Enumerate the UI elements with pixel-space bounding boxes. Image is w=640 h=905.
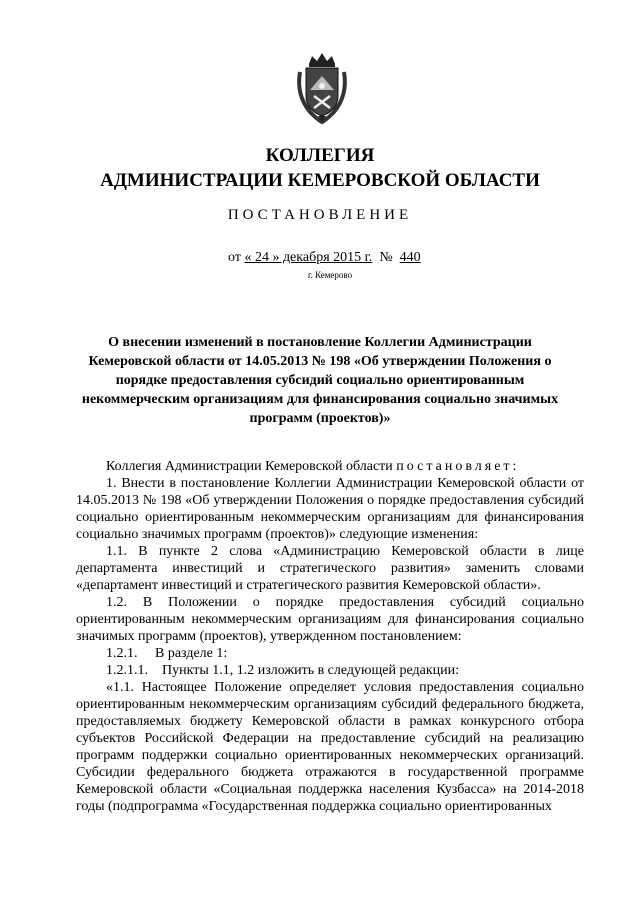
quoted-paragraph: «1.1. Настоящее Положение определяет условия предоставления социально ориентированным некоммерческим организациям субсидий федерального бюджета, предоставляемых бюджету Кемеровской области в рамках конкурсного отбора субъектов Российской Федерации на предоставление субсидий на реализацию программ поддержки социально ориентированных некоммерческих организаций. Субсидии федерального бюджета отражаются в государственной программе Кемеровской области «Социальная поддержка населения Кузбасса» на 2014-2018 годы (подпрограмма «Государственная поддержка социально ориентированных (76, 680, 584, 814)
org-name-line-2: АДМИНИСТРАЦИИ КЕМЕРОВСКОЙ ОБЛАСТИ (100, 170, 540, 191)
number-sign: № (379, 250, 393, 265)
document-body (76, 458, 584, 815)
date-month-year: декабря 2015 г. (279, 250, 373, 265)
document-type: ПОСТАНОВЛЕНИЕ (227, 207, 413, 223)
intro-text: Коллегия Администрации Кемеровской области (106, 459, 393, 474)
date-prefix: от (228, 250, 241, 265)
document-number: 440 (399, 250, 421, 265)
paragraph-1-1: 1.1. В пункте 2 слова «Администрацию Кемеровской области в лице департамента инвестиций и стратегического развития» заменить словами «департамент инвестиций и стратегического развития Кемеровской области». (76, 544, 584, 593)
paragraph-1: 1. Внести в постановление Коллегии Администрации Кемеровской области от 14.05.2013 № 198 «Об утверждении Положения о порядке предоставления субсидий социально ориентированным некоммерческим организациям для финансирования социально значимых программ (проектов)» следующие изменения: (76, 476, 584, 542)
paragraph-1-2: 1.2. В Положении о порядке предоставления субсидий социально ориентированным некоммерческим организациям для финансирования социально значимых программ (проектов), утвержденном постановлением: (76, 595, 584, 644)
intro-resolves: постановляет: (396, 459, 520, 474)
paragraph-1-2-1: 1.2.1. В разделе 1: (106, 646, 228, 661)
org-name-line-1: КОЛЛЕГИЯ (265, 145, 375, 166)
document-title: О внесении изменений в постановление Коллегии Администрации Кемеровской области от 14.05.2013 № 198 «Об утверждении Положения о порядке предоставления субсидий социально ориентированным некоммерческим организациям для финансирования социально значимых программ (проектов)» (81, 335, 559, 426)
date-line (228, 250, 421, 266)
intro-paragraph (76, 458, 584, 475)
coat-of-arms-emblem (292, 50, 352, 125)
date-day: « 24 » (244, 250, 280, 265)
city-name: г. Кемерово (307, 270, 353, 280)
paragraph-1-2-1-1: 1.2.1.1. Пункты 1.1, 1.2 изложить в следующей редакции: (106, 663, 460, 678)
